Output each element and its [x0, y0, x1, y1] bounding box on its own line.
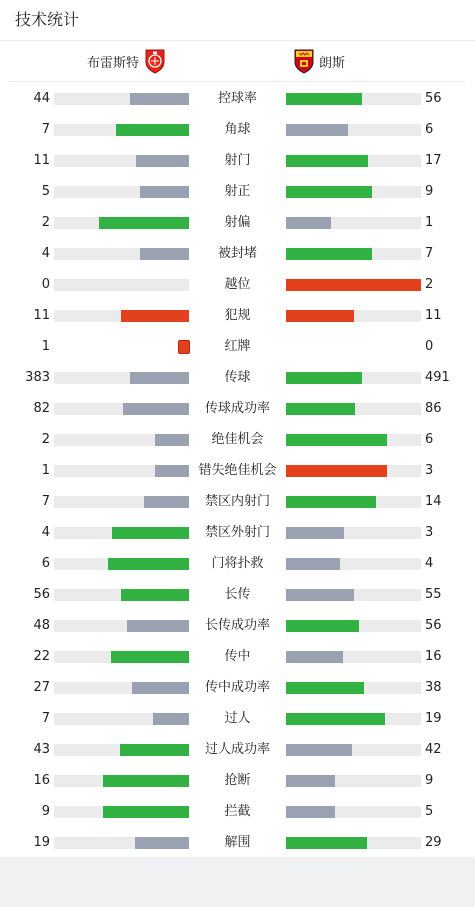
home-value: 56 — [33, 587, 50, 602]
stat-row — [0, 455, 475, 486]
away-value: 0 — [425, 339, 434, 354]
away-bar-track — [286, 279, 421, 291]
page-title: 技术统计 — [0, 0, 475, 41]
stat-row — [0, 703, 475, 734]
stat-row — [0, 269, 475, 300]
away-bar-fill — [286, 558, 340, 570]
stat-label: 过人 — [224, 711, 251, 726]
home-value: 4 — [41, 246, 50, 261]
home-bar-fill — [120, 744, 189, 756]
away-bar-fill — [286, 372, 362, 384]
away-value: 5 — [425, 804, 434, 819]
home-bar-track — [54, 713, 189, 725]
stat-row — [0, 238, 475, 269]
home-bar-track — [54, 124, 189, 136]
home-bar-track — [54, 806, 189, 818]
home-value: 383 — [25, 370, 50, 385]
away-bar-track — [286, 310, 421, 322]
away-bar-fill — [286, 434, 387, 446]
home-bar-fill — [136, 155, 189, 167]
lens-crest-icon — [293, 48, 315, 74]
stat-row — [0, 765, 475, 796]
home-bar-fill — [153, 713, 189, 725]
home-value: 48 — [33, 618, 50, 633]
home-bar-fill — [140, 248, 189, 260]
away-bar-fill — [286, 651, 343, 663]
stat-row — [0, 145, 475, 176]
stat-row — [0, 548, 475, 579]
home-value: 2 — [41, 432, 50, 447]
home-bar-track — [54, 837, 189, 849]
home-value: 6 — [41, 556, 50, 571]
away-value: 17 — [425, 153, 442, 168]
home-bar-track — [54, 558, 189, 570]
home-bar-track — [54, 527, 189, 539]
home-bar-track — [54, 93, 189, 105]
stat-row — [0, 393, 475, 424]
stat-row — [0, 486, 475, 517]
away-bar-track — [286, 589, 421, 601]
home-bar-fill — [103, 775, 189, 787]
away-bar-fill — [286, 186, 372, 198]
away-bar-track — [286, 713, 421, 725]
home-bar-track — [54, 248, 189, 260]
away-bar-track — [286, 186, 421, 198]
away-bar-fill — [286, 279, 421, 291]
away-value: 16 — [425, 649, 442, 664]
stat-label: 禁区内射门 — [204, 494, 270, 509]
away-team-name: 朗斯 — [319, 55, 346, 71]
away-bar-fill — [286, 93, 362, 105]
away-bar-fill — [286, 155, 368, 167]
away-bar-track — [286, 837, 421, 849]
away-value: 11 — [425, 308, 442, 323]
away-bar-track — [286, 155, 421, 167]
away-bar-track — [286, 496, 421, 508]
stat-label: 射偏 — [224, 215, 251, 230]
away-bar-track — [286, 620, 421, 632]
stat-row — [0, 331, 475, 362]
home-bar-track — [54, 434, 189, 446]
away-value: 14 — [425, 494, 442, 509]
home-bar-track — [54, 155, 189, 167]
stat-label: 传中成功率 — [204, 680, 270, 695]
stat-label: 传球成功率 — [204, 401, 270, 416]
home-bar-track — [54, 496, 189, 508]
away-value: 86 — [425, 401, 442, 416]
away-bar-fill — [286, 124, 348, 136]
home-bar-track — [54, 775, 189, 787]
stat-label: 长传成功率 — [204, 618, 270, 633]
away-bar-track — [286, 403, 421, 415]
home-value: 82 — [33, 401, 50, 416]
away-bar-track — [286, 651, 421, 663]
home-bar-fill — [155, 465, 189, 477]
stat-row — [0, 827, 475, 858]
away-bar-fill — [286, 806, 335, 818]
stat-row — [0, 114, 475, 145]
away-value: 55 — [425, 587, 442, 602]
stat-label: 越位 — [224, 277, 251, 292]
home-value: 19 — [33, 835, 50, 850]
home-bar-fill — [108, 558, 189, 570]
away-bar-track — [286, 527, 421, 539]
stat-row — [0, 796, 475, 827]
home-value: 4 — [41, 525, 50, 540]
home-bar-fill — [132, 682, 189, 694]
away-value: 2 — [425, 277, 434, 292]
stat-row — [0, 734, 475, 765]
home-bar-fill — [121, 589, 189, 601]
home-bar-fill — [116, 124, 189, 136]
away-value: 491 — [425, 370, 450, 385]
away-value: 6 — [425, 122, 434, 137]
stat-label: 绝佳机会 — [211, 432, 264, 447]
home-value: 16 — [33, 773, 50, 788]
home-bar-fill — [103, 806, 189, 818]
home-bar-track — [54, 744, 189, 756]
stat-label: 传中 — [224, 649, 251, 664]
away-value: 42 — [425, 742, 442, 757]
home-bar-fill — [140, 186, 189, 198]
home-bar-track — [54, 310, 189, 322]
home-bar-track — [54, 620, 189, 632]
stat-row — [0, 424, 475, 455]
away-bar-track — [286, 744, 421, 756]
away-bar-fill — [286, 248, 372, 260]
home-bar-track — [54, 217, 189, 229]
away-value: 38 — [425, 680, 442, 695]
stat-label: 拦截 — [224, 804, 251, 819]
away-bar-fill — [286, 217, 331, 229]
home-bar-fill — [144, 496, 189, 508]
stat-row — [0, 300, 475, 331]
home-value: 7 — [41, 122, 50, 137]
away-bar-fill — [286, 527, 344, 539]
home-value: 44 — [33, 91, 50, 106]
away-bar-fill — [286, 465, 387, 477]
home-value: 11 — [33, 308, 50, 323]
stat-label: 控球率 — [217, 91, 257, 106]
stat-label: 传球 — [224, 370, 251, 385]
home-bar-fill — [112, 527, 189, 539]
stat-row — [0, 176, 475, 207]
stat-label: 角球 — [224, 122, 251, 137]
away-bar-fill — [286, 310, 354, 322]
stat-row — [0, 207, 475, 238]
home-bar-track — [54, 465, 189, 477]
away-bar-track — [286, 558, 421, 570]
home-bar-track — [54, 372, 189, 384]
away-value: 56 — [425, 618, 442, 633]
home-bar-track — [54, 682, 189, 694]
stat-label: 错失绝佳机会 — [198, 463, 277, 478]
away-team[interactable] — [293, 41, 345, 81]
away-bar-track — [286, 124, 421, 136]
home-bar-track — [54, 403, 189, 415]
away-bar-track — [286, 93, 421, 105]
red-card-icon — [178, 340, 190, 354]
away-bar-fill — [286, 713, 385, 725]
stat-label: 门将扑救 — [211, 556, 264, 571]
away-value: 3 — [425, 525, 434, 540]
home-value: 1 — [41, 339, 50, 354]
away-bar-track — [286, 434, 421, 446]
home-value: 11 — [33, 153, 50, 168]
away-value: 1 — [425, 215, 434, 230]
home-value: 9 — [41, 804, 50, 819]
away-value: 19 — [425, 711, 442, 726]
away-value: 29 — [425, 835, 442, 850]
home-bar-track — [54, 279, 189, 291]
home-bar-fill — [99, 217, 189, 229]
away-bar-fill — [286, 589, 354, 601]
away-bar-fill — [286, 403, 355, 415]
home-bar-track — [54, 651, 189, 663]
home-bar-track — [54, 186, 189, 198]
away-bar-fill — [286, 775, 335, 787]
stat-row — [0, 83, 475, 114]
home-bar-fill — [121, 310, 189, 322]
away-value: 9 — [425, 773, 434, 788]
stat-label: 解围 — [224, 835, 251, 850]
home-value: 1 — [41, 463, 50, 478]
home-bar-fill — [123, 403, 189, 415]
stat-row — [0, 579, 475, 610]
home-bar-fill — [155, 434, 189, 446]
home-value: 7 — [41, 711, 50, 726]
teams-header — [9, 41, 466, 82]
home-value: 2 — [41, 215, 50, 230]
stat-label: 被封堵 — [217, 246, 257, 261]
away-value: 6 — [425, 432, 434, 447]
away-bar-track — [286, 682, 421, 694]
stat-label: 射门 — [224, 153, 251, 168]
stat-row — [0, 517, 475, 548]
away-value: 3 — [425, 463, 434, 478]
away-value: 56 — [425, 91, 442, 106]
away-bar-fill — [286, 744, 352, 756]
away-value: 4 — [425, 556, 434, 571]
brest-crest-icon — [144, 48, 166, 74]
home-bar-fill — [111, 651, 189, 663]
home-team[interactable] — [87, 41, 166, 81]
away-bar-track — [286, 372, 421, 384]
home-team-name: 布雷斯特 — [86, 55, 139, 71]
home-bar-track — [54, 589, 189, 601]
away-bar-track — [286, 248, 421, 260]
stat-label: 禁区外射门 — [204, 525, 270, 540]
home-value: 43 — [33, 742, 50, 757]
away-bar-track — [286, 465, 421, 477]
home-value: 27 — [33, 680, 50, 695]
stat-label: 红牌 — [224, 339, 251, 354]
away-value: 7 — [425, 246, 434, 261]
home-value: 22 — [33, 649, 50, 664]
away-bar-fill — [286, 496, 376, 508]
home-bar-fill — [135, 837, 189, 849]
home-value: 0 — [41, 277, 50, 292]
stat-label: 射正 — [224, 184, 251, 199]
stat-row — [0, 610, 475, 641]
home-value: 7 — [41, 494, 50, 509]
stat-label: 长传 — [224, 587, 251, 602]
away-bar-track — [286, 806, 421, 818]
stat-row — [0, 362, 475, 393]
away-value: 9 — [425, 184, 434, 199]
stat-row — [0, 672, 475, 703]
away-bar-track — [286, 775, 421, 787]
home-bar-fill — [130, 372, 189, 384]
home-bar-fill — [130, 93, 189, 105]
away-bar-fill — [286, 620, 359, 632]
stat-label: 犯规 — [224, 308, 251, 323]
stat-label: 抢断 — [224, 773, 251, 788]
away-bar-fill — [286, 837, 367, 849]
stat-row — [0, 641, 475, 672]
home-bar-fill — [127, 620, 189, 632]
stats-list — [0, 82, 475, 857]
home-value: 5 — [41, 184, 50, 199]
away-bar-track — [286, 217, 421, 229]
away-bar-fill — [286, 682, 364, 694]
stat-label: 过人成功率 — [204, 742, 270, 757]
